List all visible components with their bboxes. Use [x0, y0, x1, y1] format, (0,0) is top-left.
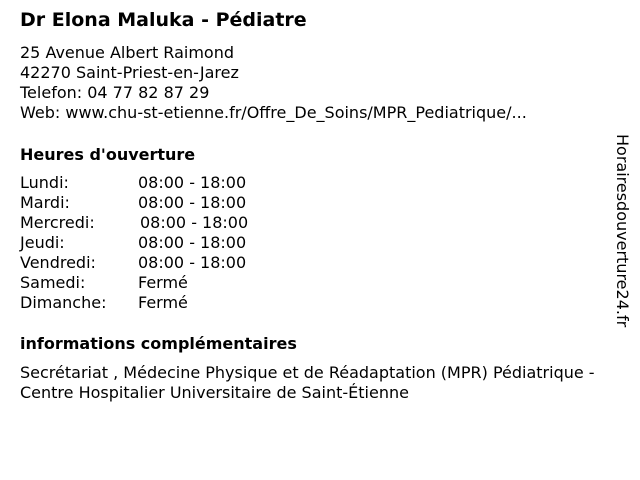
- hours-time: 08:00 - 18:00: [138, 173, 247, 192]
- watermark: [611, 134, 633, 346]
- address-street: 25 Avenue Albert Raimond: [20, 43, 234, 62]
- hours-time: 08:00 - 18:00: [138, 193, 247, 212]
- hours-day: Mardi:: [20, 193, 70, 212]
- website-link[interactable]: Web: www.chu-st-etienne.fr/Offre_De_Soins/MPR_Pediatrique/...: [20, 103, 527, 122]
- phone-number: Telefon: 04 77 82 87 29: [20, 83, 210, 102]
- watermark-text: Horairesdouverture24.fr: [613, 134, 632, 328]
- hours-day: Dimanche:: [20, 293, 107, 312]
- hours-day: Lundi:: [20, 173, 69, 192]
- hours-time: 08:00 - 18:00: [138, 253, 247, 272]
- hours-heading: Heures d'ouverture: [20, 145, 196, 164]
- address-block: [20, 43, 527, 123]
- address-city: 42270 Saint-Priest-en-Jarez: [20, 63, 239, 82]
- info-heading: informations complémentaires: [20, 334, 297, 353]
- hours-time: 08:00 - 18:00: [138, 233, 247, 252]
- info-text: Secrétariat , Médecine Physique et de Réadaptation (MPR) Pédiatrique - Centre Hospitalier Universitaire de Saint-Étienne: [20, 363, 595, 402]
- hours-day: Mercredi:: [20, 213, 95, 232]
- hours-time: Fermé: [138, 293, 188, 312]
- page-title: Dr Elona Maluka - Pédiatre: [20, 9, 307, 31]
- hours-time: 08:00 - 18:00: [140, 213, 249, 232]
- hours-day: Samedi:: [20, 273, 86, 292]
- hours-time: Fermé: [138, 273, 188, 292]
- hours-day: Vendredi:: [20, 253, 96, 272]
- hours-day: Jeudi:: [20, 233, 65, 252]
